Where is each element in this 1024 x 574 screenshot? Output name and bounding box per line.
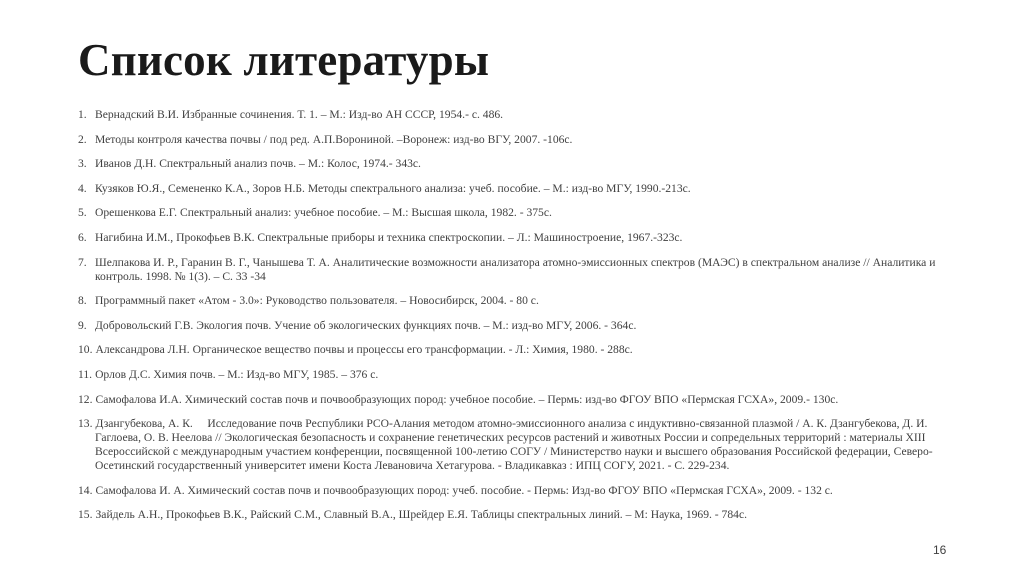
reference-number: 12. [78, 392, 93, 406]
reference-item [78, 133, 958, 147]
reference-item [78, 393, 958, 407]
reference-item [78, 294, 958, 308]
reference-item [78, 343, 958, 357]
reference-number: 5. [78, 206, 87, 220]
reference-text: Зайдель А.Н., Прокофьев В.К., Райский С.М., Славный В.А., Шрейдер Е.Я. Таблицы спектральных линий. – М: Наука, 1969. - 784с. [95, 508, 747, 522]
reference-item [78, 417, 958, 473]
reference-number: 1. [78, 108, 87, 121]
reference-number: 14. [78, 483, 93, 497]
reference-text: Кузяков Ю.Я., Семененко К.А., Зоров Н.Б. Методы спектрального анализа: учеб. пособие. – М.: изд-во МГУ, 1990.-213с. [95, 181, 691, 195]
reference-item [78, 206, 958, 220]
reference-text: Орлов Д.С. Химия почв. – М.: Изд-во МГУ, 1985. – 376 с. [95, 367, 379, 381]
reference-item [78, 157, 958, 171]
reference-text: Программный пакет «Атом - 3.0»: Руководство пользователя. – Новосибирск, 2004. - 80 с. [95, 294, 539, 308]
reference-text: Вернадский В.И. Избранные сочинения. Т. 1. – М.: Изд-во АН СССР, 1954.- с. 486. [95, 108, 504, 121]
reference-text: Шелпакова И. Р., Гаранин В. Г., Чанышева Т. А. Аналитические возможности анализатора атомно-эмиссионных спектров (МАЭС) в спектральном анализе // Аналитика и контроль. 1998. № 1(3). – С. 33 -34 [95, 255, 939, 283]
reference-number: 2. [78, 132, 87, 146]
reference-item [78, 182, 958, 196]
reference-text: Самофалова И. А. Химический состав почв и почвообразующих пород: учеб. пособие. - Пермь: Изд-во ФГОУ ВПО «Пермская ГСХА», 2009. - 132 с. [95, 483, 833, 497]
reference-number: 8. [78, 294, 87, 308]
reference-item [78, 231, 958, 245]
reference-number: 13. [78, 417, 93, 431]
reference-number: 15. [78, 508, 93, 522]
reference-item [78, 319, 958, 333]
reference-number: 3. [78, 157, 87, 171]
reference-number: 7. [78, 255, 87, 269]
reference-text: Самофалова И.А. Химический состав почв и почвообразующих пород: учебное пособие. – Пермь: изд-во ФГОУ ВПО «Пермская ГСХА», 2009.- 130с. [95, 392, 839, 406]
reference-text: Методы контроля качества почвы / под ред. А.П.Ворониной. –Воронеж: изд-во ВГУ, 2007. -106с. [95, 132, 573, 146]
reference-item [78, 108, 958, 122]
reference-number: 4. [78, 181, 87, 195]
reference-item [78, 368, 958, 382]
reference-text: Александрова Л.Н. Органическое вещество почвы и процессы его трансформации. - Л.: Химия, 1980. - 288с. [95, 343, 633, 357]
reference-item [78, 256, 958, 284]
reference-text: Орешенкова Е.Г. Спектральный анализ: учебное пособие. – М.: Высшая школа, 1982. - 375с. [95, 206, 552, 220]
reference-number: 11. [78, 367, 93, 381]
reference-list [78, 108, 958, 533]
reference-text: Добровольский Г.В. Экология почв. Учение об экологических функциях почв. – М.: изд-во МГУ, 2006. - 364с. [95, 318, 637, 332]
reference-text: Иванов Д.Н. Спектральный анализ почв. – М.: Колос, 1974.- 343с. [95, 157, 421, 171]
page-number: 16 [933, 543, 947, 557]
reference-number: 10. [78, 343, 93, 357]
slide-title: Список литературы [78, 35, 490, 85]
reference-item [78, 484, 958, 498]
reference-text: Дзангубекова, А. К. Исследование почв Республики РСО-Алания методом атомно-эмиссионного анализа с индуктивно-связанной плазмой / А. К. Дзангубекова, Д. И. Гаглоева, О. В. Неелова // Экологическая безопасность и сохранение генетических ресурсов растений и животных России и сопредельных территорий : материалы XIII Всероссийской с международным участием конференции, посвященной 100-летию СОГУ / Министерство науки и высшего образования Российской федерации, Северо-Осетинский государственный университет имени Коста Левановича Хетагурова. - Владикавказ : ИПЦ СОГУ, 2021. - С. 229-234. [95, 417, 933, 473]
reference-number: 9. [78, 318, 87, 332]
reference-text: Нагибина И.М., Прокофьев В.К. Спектральные приборы и техника спектроскопии. – Л.: Машиностроение, 1967.-323с. [95, 230, 683, 244]
reference-number: 6. [78, 230, 87, 244]
reference-item [78, 508, 958, 522]
